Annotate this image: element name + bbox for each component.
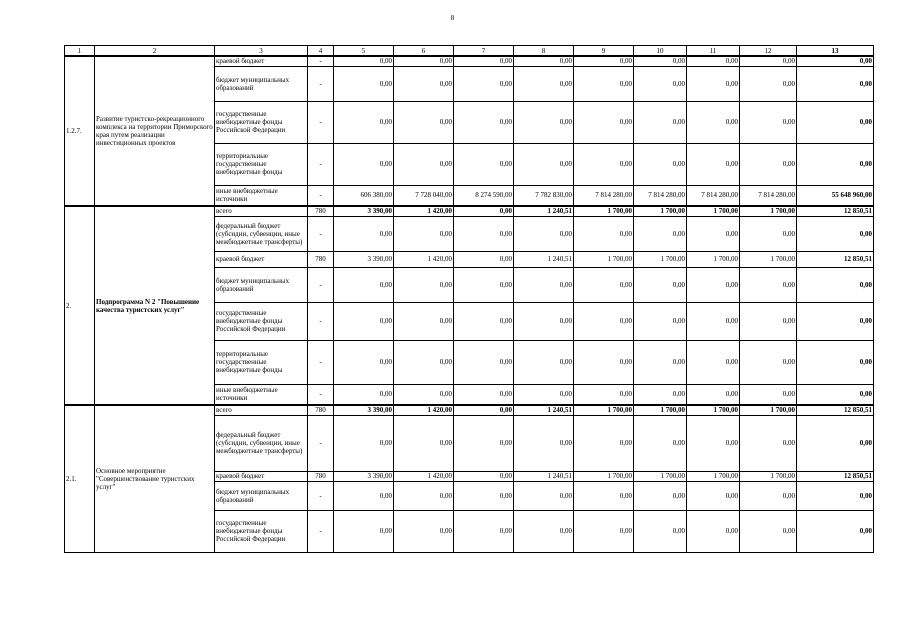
- year-value: 1 240,51: [514, 405, 574, 415]
- item-name: Подпрограмма N 2 "Повышение качества туристских услуг": [95, 206, 215, 405]
- column-header: 12: [740, 46, 797, 57]
- year-value: 1 700,00: [574, 471, 634, 481]
- year-value: 1 700,00: [740, 206, 797, 216]
- year-value: 1 700,00: [634, 471, 687, 481]
- column-header: 13: [797, 46, 874, 57]
- year-value: 3 390,00: [334, 471, 394, 481]
- grbs-code: 780: [308, 405, 334, 415]
- year-value: 0,00: [574, 384, 634, 405]
- year-value: 0,00: [634, 267, 687, 302]
- funding-source: федеральный бюджет (субсидии, субвенции, иные межбюджетные трансферты): [215, 415, 308, 471]
- table-row: [65, 206, 874, 216]
- year-value: 0,00: [394, 101, 454, 143]
- year-value: 1 240,51: [514, 251, 574, 267]
- year-value: 0,00: [394, 481, 454, 510]
- year-value: 0,00: [634, 143, 687, 185]
- year-value: 0,00: [334, 481, 394, 510]
- year-value: 0,00: [687, 56, 740, 66]
- total-value: 0,00: [797, 510, 874, 552]
- grbs-code: -: [308, 185, 334, 206]
- year-value: 0,00: [334, 143, 394, 185]
- year-value: 0,00: [634, 216, 687, 251]
- grbs-code: -: [308, 340, 334, 384]
- item-code: 1.2.7.: [65, 56, 95, 206]
- total-value: 0,00: [797, 415, 874, 471]
- year-value: 0,00: [574, 143, 634, 185]
- year-value: 0,00: [634, 340, 687, 384]
- year-value: 0,00: [740, 66, 797, 101]
- year-value: 7 814 280,00: [574, 185, 634, 206]
- year-value: 0,00: [514, 510, 574, 552]
- year-value: 1 700,00: [574, 405, 634, 415]
- funding-source: всего: [215, 405, 308, 415]
- funding-source: бюджет муниципальных образований: [215, 481, 308, 510]
- year-value: 0,00: [687, 143, 740, 185]
- total-value: 12 850,51: [797, 471, 874, 481]
- year-value: 1 420,00: [394, 206, 454, 216]
- grbs-code: -: [308, 143, 334, 185]
- year-value: 0,00: [394, 415, 454, 471]
- year-value: 0,00: [634, 56, 687, 66]
- year-value: 7 728 040,00: [394, 185, 454, 206]
- year-value: 1 420,00: [394, 251, 454, 267]
- year-value: 0,00: [454, 510, 514, 552]
- year-value: 0,00: [394, 302, 454, 340]
- year-value: 3 390,00: [334, 251, 394, 267]
- page-number: 8: [450, 14, 455, 22]
- year-value: 0,00: [574, 340, 634, 384]
- budget-table: [64, 45, 874, 553]
- grbs-code: -: [308, 415, 334, 471]
- year-value: 0,00: [574, 56, 634, 66]
- year-value: 1 700,00: [634, 405, 687, 415]
- grbs-code: 780: [308, 471, 334, 481]
- year-value: 0,00: [334, 101, 394, 143]
- year-value: 0,00: [454, 471, 514, 481]
- item-code: 2.: [65, 206, 95, 405]
- funding-source: территориальные государственные внебюджетные фонды: [215, 340, 308, 384]
- year-value: 0,00: [687, 415, 740, 471]
- funding-source: краевой бюджет: [215, 471, 308, 481]
- total-value: 12 850,51: [797, 206, 874, 216]
- year-value: 0,00: [454, 481, 514, 510]
- year-value: 0,00: [334, 510, 394, 552]
- year-value: 0,00: [394, 66, 454, 101]
- year-value: 0,00: [394, 384, 454, 405]
- grbs-code: 780: [308, 251, 334, 267]
- column-header: 3: [215, 46, 308, 57]
- year-value: 0,00: [740, 510, 797, 552]
- year-value: 0,00: [574, 101, 634, 143]
- year-value: 3 390,00: [334, 206, 394, 216]
- year-value: 0,00: [454, 405, 514, 415]
- column-header: 2: [95, 46, 215, 57]
- year-value: 0,00: [687, 101, 740, 143]
- year-value: 0,00: [687, 66, 740, 101]
- item-name: Основное мероприятие "Совершенствование туристских услуг": [95, 405, 215, 552]
- year-value: 0,00: [334, 66, 394, 101]
- year-value: 0,00: [740, 384, 797, 405]
- year-value: 0,00: [334, 56, 394, 66]
- column-header: 5: [334, 46, 394, 57]
- year-value: 0,00: [740, 143, 797, 185]
- total-value: 12 850,51: [797, 405, 874, 415]
- grbs-code: -: [308, 216, 334, 251]
- year-value: 0,00: [454, 101, 514, 143]
- grbs-code: 780: [308, 206, 334, 216]
- year-value: 0,00: [334, 267, 394, 302]
- grbs-code: -: [308, 302, 334, 340]
- year-value: 0,00: [687, 302, 740, 340]
- year-value: 0,00: [514, 66, 574, 101]
- grbs-code: -: [308, 510, 334, 552]
- year-value: 0,00: [574, 66, 634, 101]
- year-value: 7 814 280,00: [740, 185, 797, 206]
- column-header: 9: [574, 46, 634, 57]
- year-value: 0,00: [574, 481, 634, 510]
- grbs-code: -: [308, 66, 334, 101]
- year-value: 1 700,00: [740, 471, 797, 481]
- year-value: 8 274 590,00: [454, 185, 514, 206]
- year-value: 0,00: [454, 143, 514, 185]
- year-value: 0,00: [334, 302, 394, 340]
- year-value: 1 700,00: [634, 206, 687, 216]
- year-value: 0,00: [634, 384, 687, 405]
- year-value: 0,00: [454, 384, 514, 405]
- year-value: 0,00: [454, 66, 514, 101]
- year-value: 0,00: [687, 481, 740, 510]
- total-value: 12 850,51: [797, 251, 874, 267]
- year-value: 1 700,00: [740, 405, 797, 415]
- grbs-code: -: [308, 56, 334, 66]
- year-value: 0,00: [514, 56, 574, 66]
- year-value: 0,00: [574, 267, 634, 302]
- year-value: 0,00: [574, 216, 634, 251]
- year-value: 3 390,00: [334, 405, 394, 415]
- year-value: 0,00: [687, 510, 740, 552]
- year-value: 0,00: [740, 415, 797, 471]
- year-value: 7 814 280,00: [687, 185, 740, 206]
- year-value: 0,00: [394, 340, 454, 384]
- year-value: 0,00: [394, 510, 454, 552]
- year-value: 0,00: [454, 415, 514, 471]
- funding-source: краевой бюджет: [215, 56, 308, 66]
- year-value: 0,00: [454, 251, 514, 267]
- column-header: 11: [687, 46, 740, 57]
- total-value: 0,00: [797, 481, 874, 510]
- total-value: 0,00: [797, 66, 874, 101]
- year-value: 1 700,00: [574, 251, 634, 267]
- column-header: 7: [454, 46, 514, 57]
- year-value: 0,00: [687, 384, 740, 405]
- table-row: [65, 405, 874, 415]
- year-value: 7 814 280,00: [634, 185, 687, 206]
- funding-source: бюджет муниципальных образований: [215, 66, 308, 101]
- funding-source: федеральный бюджет (субсидии, субвенции, иные межбюджетные трансферты): [215, 216, 308, 251]
- year-value: 7 782 830,00: [514, 185, 574, 206]
- year-value: 0,00: [454, 267, 514, 302]
- year-value: 1 700,00: [574, 206, 634, 216]
- year-value: 0,00: [574, 302, 634, 340]
- year-value: 0,00: [740, 481, 797, 510]
- column-header: 8: [514, 46, 574, 57]
- funding-source: государственные внебюджетные фонды Российской Федерации: [215, 302, 308, 340]
- funding-source: краевой бюджет: [215, 251, 308, 267]
- year-value: 0,00: [740, 302, 797, 340]
- year-value: 1 700,00: [740, 251, 797, 267]
- year-value: 0,00: [394, 267, 454, 302]
- year-value: 0,00: [740, 216, 797, 251]
- total-value: 0,00: [797, 340, 874, 384]
- funding-source: территориальные государственные внебюджетные фонды: [215, 143, 308, 185]
- funding-source: иные внебюджетные источники: [215, 384, 308, 405]
- year-value: 1 240,51: [514, 206, 574, 216]
- year-value: 0,00: [334, 340, 394, 384]
- grbs-code: -: [308, 481, 334, 510]
- year-value: 0,00: [514, 340, 574, 384]
- year-value: 1 700,00: [687, 471, 740, 481]
- year-value: 0,00: [454, 206, 514, 216]
- year-value: 0,00: [454, 216, 514, 251]
- funding-source: бюджет муниципальных образований: [215, 267, 308, 302]
- year-value: 1 700,00: [634, 251, 687, 267]
- table-row: [65, 56, 874, 66]
- column-header: 1: [65, 46, 95, 57]
- year-value: 0,00: [634, 481, 687, 510]
- total-value: 0,00: [797, 143, 874, 185]
- year-value: 0,00: [634, 66, 687, 101]
- year-value: 0,00: [574, 510, 634, 552]
- year-value: 0,00: [394, 56, 454, 66]
- funding-source: всего: [215, 206, 308, 216]
- year-value: 0,00: [454, 302, 514, 340]
- year-value: 0,00: [687, 340, 740, 384]
- year-value: 0,00: [634, 415, 687, 471]
- item-name: Развитие туристско-рекреационного комплекса на территории Приморского края путем реализации инвестиционных проектов: [95, 56, 215, 206]
- header-row: [65, 46, 874, 57]
- year-value: 0,00: [334, 415, 394, 471]
- funding-source: государственные внебюджетные фонды Российской Федерации: [215, 510, 308, 552]
- year-value: 0,00: [740, 267, 797, 302]
- year-value: 0,00: [740, 56, 797, 66]
- year-value: 1 420,00: [394, 405, 454, 415]
- grbs-code: -: [308, 267, 334, 302]
- year-value: 0,00: [454, 56, 514, 66]
- year-value: 0,00: [514, 143, 574, 185]
- year-value: 0,00: [514, 415, 574, 471]
- total-value: 0,00: [797, 216, 874, 251]
- year-value: 0,00: [740, 340, 797, 384]
- table-body: [65, 46, 874, 553]
- year-value: 0,00: [687, 216, 740, 251]
- year-value: 606 380,00: [334, 185, 394, 206]
- year-value: 0,00: [334, 384, 394, 405]
- grbs-code: -: [308, 101, 334, 143]
- grbs-code: -: [308, 384, 334, 405]
- column-header: 10: [634, 46, 687, 57]
- total-value: 0,00: [797, 267, 874, 302]
- year-value: 0,00: [514, 302, 574, 340]
- total-value: 0,00: [797, 56, 874, 66]
- total-value: 55 648 960,00: [797, 185, 874, 206]
- year-value: 1 700,00: [687, 405, 740, 415]
- year-value: 0,00: [574, 415, 634, 471]
- year-value: 0,00: [514, 481, 574, 510]
- column-header: 4: [308, 46, 334, 57]
- funding-source: государственные внебюджетные фонды Российской Федерации: [215, 101, 308, 143]
- funding-source: иные внебюджетные источники: [215, 185, 308, 206]
- year-value: 1 700,00: [687, 251, 740, 267]
- column-header: 6: [394, 46, 454, 57]
- year-value: 0,00: [687, 267, 740, 302]
- year-value: 0,00: [740, 101, 797, 143]
- year-value: 0,00: [454, 340, 514, 384]
- total-value: 0,00: [797, 302, 874, 340]
- year-value: 0,00: [334, 216, 394, 251]
- year-value: 0,00: [634, 302, 687, 340]
- year-value: 0,00: [394, 216, 454, 251]
- year-value: 0,00: [394, 143, 454, 185]
- year-value: 1 700,00: [687, 206, 740, 216]
- year-value: 0,00: [634, 510, 687, 552]
- year-value: 0,00: [514, 216, 574, 251]
- year-value: 0,00: [514, 384, 574, 405]
- year-value: 1 420,00: [394, 471, 454, 481]
- year-value: 1 240,51: [514, 471, 574, 481]
- year-value: 0,00: [514, 267, 574, 302]
- total-value: 0,00: [797, 384, 874, 405]
- item-code: 2.1.: [65, 405, 95, 552]
- year-value: 0,00: [514, 101, 574, 143]
- year-value: 0,00: [634, 101, 687, 143]
- total-value: 0,00: [797, 101, 874, 143]
